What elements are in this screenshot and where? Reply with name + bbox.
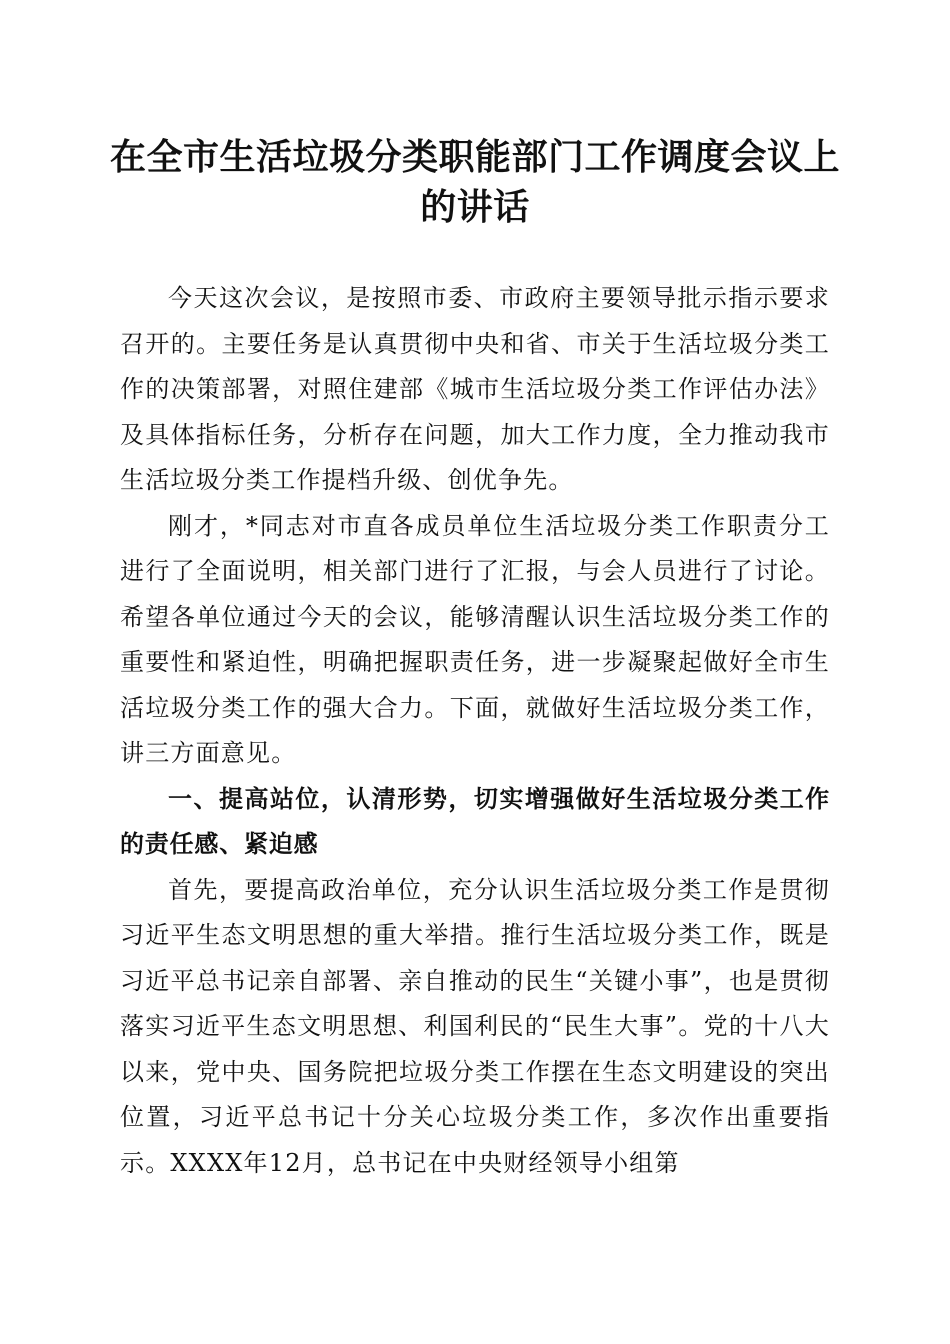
section-heading: 一、提高站位，认清形势，切实增强做好生活垃圾分类工作的责任感、紧迫感 <box>120 784 830 858</box>
paragraph-intro: 今天这次会议，是按照市委、市政府主要领导批示指示要求召开的。主要任务是认真贯彻中央和省、市关于生活垃圾分类工作的决策部署，对照住建部《城市生活垃圾分类工作评估办法》及具体指标任务，分析存在问题，加大工作力度，全力推动我市生活垃圾分类工作提档升级、创优争先。 <box>120 284 830 494</box>
document-body <box>120 276 830 1186</box>
document-title: 在全市生活垃圾分类职能部门工作调度会议上的讲话 <box>109 136 840 228</box>
paragraph-section-one: 首先，要提高政治单位，充分认识生活垃圾分类工作是贯彻习近平生态文明思想的重大举措。推行生活垃圾分类工作，既是习近平总书记亲自部署、亲自推动的民生“关键小事”，也是贯彻落实习近平生态文明思想、利国利民的“民生大事”。党的十八大以来，党中央、国务院把垃圾分类工作摆在生态文明建设的突出位置，习近平总书记十分关心垃圾分类工作，多次作出重要指示。XXXX年12月，总书记在中央财经领导小组第 <box>120 875 830 1177</box>
paragraph-meeting-summary: 刚才，*同志对市直各成员单位生活垃圾分类工作职责分工进行了全面说明，相关部门进行了汇报，与会人员进行了讨论。希望各单位通过今天的会议，能够清醒认识生活垃圾分类工作的重要性和紧迫性，明确把握职责任务，进一步凝聚起做好全市生活垃圾分类工作的强大合力。下面，就做好生活垃圾分类工作，讲三方面意见。 <box>120 511 830 767</box>
